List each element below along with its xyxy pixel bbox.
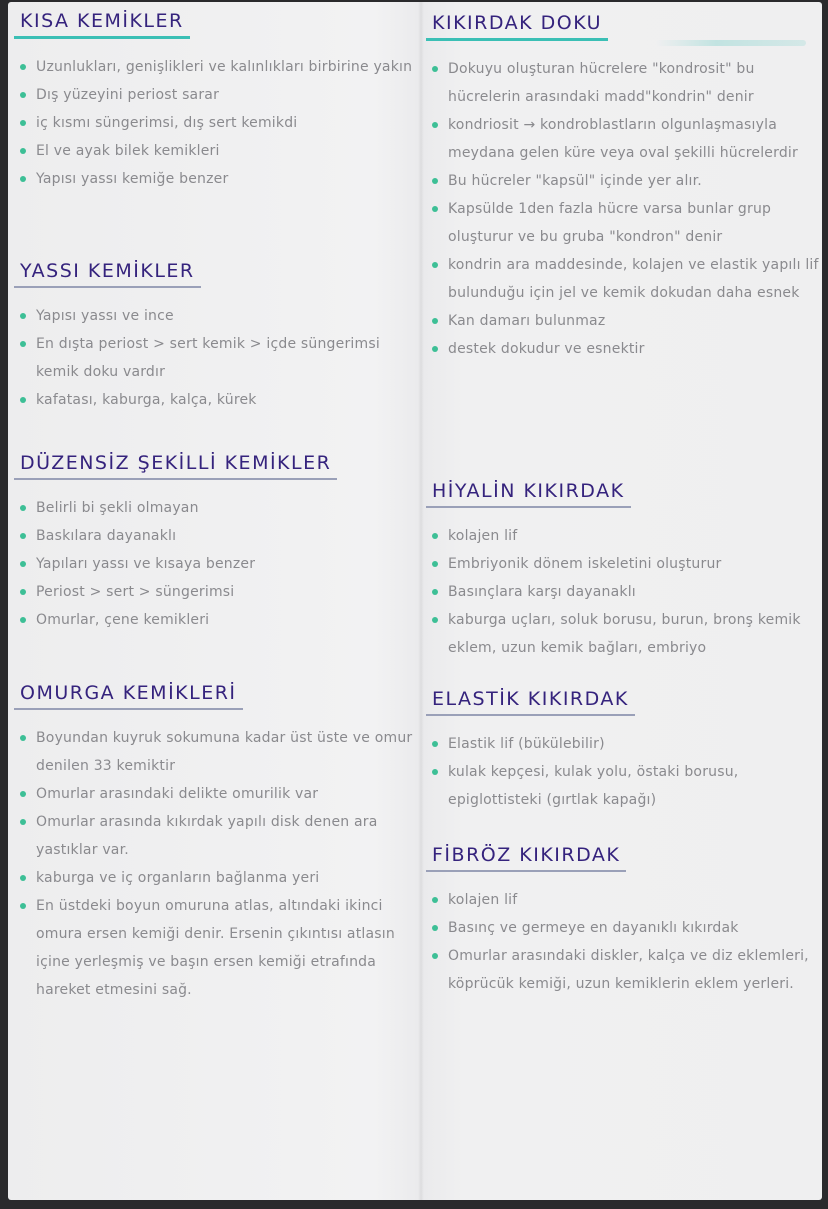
list-item: kondrin ara maddesinde, kolajen ve elastik yapılı lif bulunduğu için jel ve kemik dokudan daha esnek xyxy=(426,251,822,307)
list-item: kolajen lif xyxy=(426,886,822,914)
list-item: Kan damarı bulunmaz xyxy=(426,307,822,335)
list-item: Basınç ve germeye en dayanıklı kıkırdak xyxy=(426,914,822,942)
list-item: kaburga uçları, soluk borusu, burun, bronş kemik eklem, uzun kemik bağları, embriyo xyxy=(426,606,822,662)
section-kikirdak-doku xyxy=(426,12,822,363)
section-yassi-kemikler xyxy=(14,260,414,414)
list-item: kulak kepçesi, kulak yolu, östaki borusu, epiglottisteki (gırtlak kapağı) xyxy=(426,758,822,814)
list-item: Yapısı yassı ve ince xyxy=(14,302,414,330)
section-heading: YASSI KEMİKLER xyxy=(14,260,201,288)
list-item: kondriosit → kondroblastların olgunlaşmasıyla meydana gelen küre veya oval şekilli hücrelerdir xyxy=(426,111,822,167)
section-elastik-kikirdak xyxy=(426,688,822,814)
list-item: Basınçlara karşı dayanaklı xyxy=(426,578,822,606)
list-item: kafatası, kaburga, kalça, kürek xyxy=(14,386,414,414)
section-duzensiz-sekilli-kemikler xyxy=(14,452,414,634)
bullet-list xyxy=(426,522,822,662)
list-item: Periost > sert > süngerimsi xyxy=(14,578,414,606)
list-item: Embriyonik dönem iskeletini oluşturur xyxy=(426,550,822,578)
list-item: Baskılara dayanaklı xyxy=(14,522,414,550)
section-heading: DÜZENSİZ ŞEKİLLİ KEMİKLER xyxy=(14,452,337,480)
bullet-list xyxy=(426,730,822,814)
section-heading: KISA KEMİKLER xyxy=(14,10,190,39)
section-fibroz-kikirdak xyxy=(426,844,822,998)
list-item: Omurlar arasındaki delikte omurilik var xyxy=(14,780,414,808)
list-item: Belirli bi şekli olmayan xyxy=(14,494,414,522)
list-item: kolajen lif xyxy=(426,522,822,550)
list-item: Kapsülde 1den fazla hücre varsa bunlar grup oluşturur ve bu gruba "kondron" denir xyxy=(426,195,822,251)
section-omurga-kemikleri xyxy=(14,682,414,1004)
section-heading: KIKIRDAK DOKU xyxy=(426,12,608,41)
list-item: Omurlar arasında kıkırdak yapılı disk denen ara yastıklar var. xyxy=(14,808,414,864)
notebook-page xyxy=(8,2,822,1200)
list-item: Omurlar arasındaki diskler, kalça ve diz eklemleri, köprücük kemiği, uzun kemiklerin eklem yerleri. xyxy=(426,942,822,998)
list-item: En üstdeki boyun omuruna atlas, altındaki ikinci omura ersen kemiği denir. Ersenin çıkıntısı atlasın içine yerleşmiş ve başın ersen kemiği etrafında hareket etmesini sağ. xyxy=(14,892,414,1004)
section-heading: OMURGA KEMİKLERİ xyxy=(14,682,243,710)
section-hiyalin-kikirdak xyxy=(426,480,822,662)
list-item: Dokuyu oluşturan hücrelere "kondrosit" bu hücrelerin arasındaki madd"kondrin" denir xyxy=(426,55,822,111)
bullet-list xyxy=(426,886,822,998)
section-heading: HİYALİN KIKIRDAK xyxy=(426,480,631,508)
list-item: Bu hücreler "kapsül" içinde yer alır. xyxy=(426,167,822,195)
bullet-list xyxy=(14,494,414,634)
list-item: kaburga ve iç organların bağlanma yeri xyxy=(14,864,414,892)
list-item: Uzunlukları, genişlikleri ve kalınlıkları birbirine yakın xyxy=(14,53,414,81)
bullet-list xyxy=(14,53,414,193)
list-item: iç kısmı süngerimsi, dış sert kemikdi xyxy=(14,109,414,137)
list-item: Yapısı yassı kemiğe benzer xyxy=(14,165,414,193)
bullet-list xyxy=(14,724,414,1004)
list-item: destek dokudur ve esnektir xyxy=(426,335,822,363)
bullet-list xyxy=(14,302,414,414)
page-fold xyxy=(418,2,424,1200)
section-kisa-kemikler xyxy=(14,10,414,193)
list-item: Yapıları yassı ve kısaya benzer xyxy=(14,550,414,578)
section-heading: FİBRÖZ KIKIRDAK xyxy=(426,844,626,872)
bullet-list xyxy=(426,55,822,363)
list-item: Dış yüzeyini periost sarar xyxy=(14,81,414,109)
list-item: En dışta periost > sert kemik > içde süngerimsi kemik doku vardır xyxy=(14,330,414,386)
section-heading: ELASTİK KIKIRDAK xyxy=(426,688,635,716)
list-item: Omurlar, çene kemikleri xyxy=(14,606,414,634)
list-item: Elastik lif (bükülebilir) xyxy=(426,730,822,758)
list-item: Boyundan kuyruk sokumuna kadar üst üste ve omur denilen 33 kemiktir xyxy=(14,724,414,780)
list-item: El ve ayak bilek kemikleri xyxy=(14,137,414,165)
